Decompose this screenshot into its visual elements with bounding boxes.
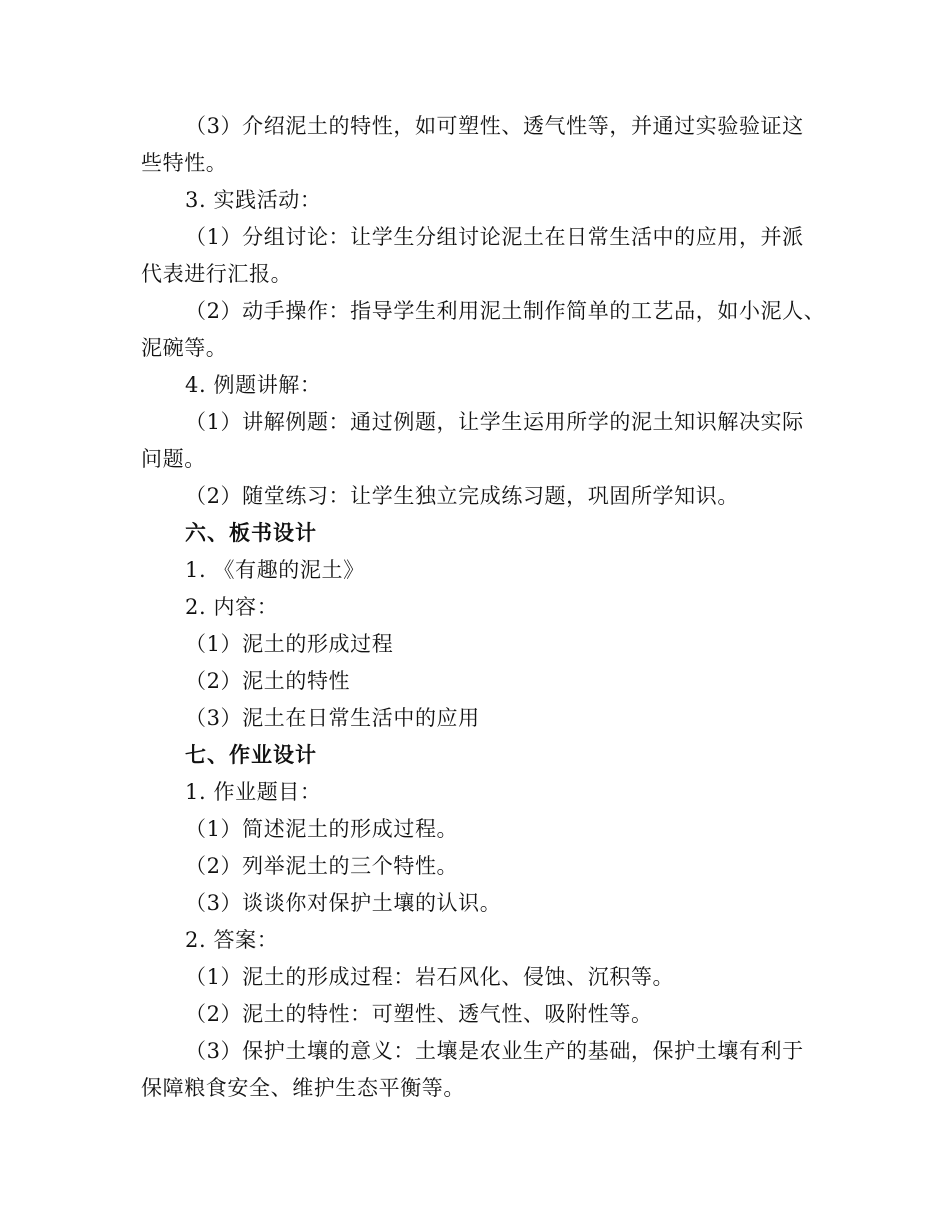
list-item: （1）泥土的形成过程	[185, 632, 394, 656]
paragraph-line: 泥碗等。	[141, 336, 228, 360]
paragraph-line: 代表进行汇报。	[141, 262, 293, 286]
section-heading-homework-design: 七、作业设计	[185, 743, 317, 767]
paragraph-line: （3）保护土壤的意义：土壤是农业生产的基础，保护土壤有利于	[185, 1039, 804, 1063]
paragraph-line: （2）动手操作：指导学生利用泥土制作简单的工艺品，如小泥人、	[185, 299, 826, 323]
list-item: （1）泥土的形成过程：岩石风化、侵蚀、沉积等。	[185, 965, 675, 989]
paragraph-line: 保障粮食安全、维护生态平衡等。	[141, 1076, 465, 1100]
paragraph-line: 问题。	[141, 447, 206, 471]
paragraph-line: （2）随堂练习：让学生独立完成练习题，巩固所学知识。	[185, 484, 739, 508]
list-item: （3）泥土在日常生活中的应用	[185, 706, 480, 730]
list-item: 1. 《有趣的泥土》	[185, 558, 365, 582]
paragraph-line: 些特性。	[141, 151, 228, 175]
list-item: （2）泥土的特性	[185, 669, 351, 693]
list-item: （3）谈谈你对保护土壤的认识。	[185, 891, 502, 915]
list-item: （2）泥土的特性：可塑性、透气性、吸附性等。	[185, 1002, 653, 1026]
section-heading-board-design: 六、板书设计	[185, 521, 317, 545]
list-item: 4. 例题讲解：	[185, 373, 322, 397]
list-item: 1. 作业题目：	[185, 780, 322, 804]
list-item: 2. 答案：	[185, 928, 279, 952]
list-item: （2）列举泥土的三个特性。	[185, 854, 459, 878]
paragraph-line: （1）分组讨论：让学生分组讨论泥土在日常生活中的应用，并派	[185, 225, 804, 249]
paragraph-line: （1）讲解例题：通过例题，让学生运用所学的泥土知识解决实际	[185, 410, 804, 434]
list-item: 2. 内容：	[185, 595, 279, 619]
list-item: （1）简述泥土的形成过程。	[185, 817, 459, 841]
paragraph-line: （3）介绍泥土的特性，如可塑性、透气性等，并通过实验验证这	[185, 114, 804, 138]
document-body	[141, 108, 826, 1107]
list-item: 3. 实践活动：	[185, 188, 322, 212]
